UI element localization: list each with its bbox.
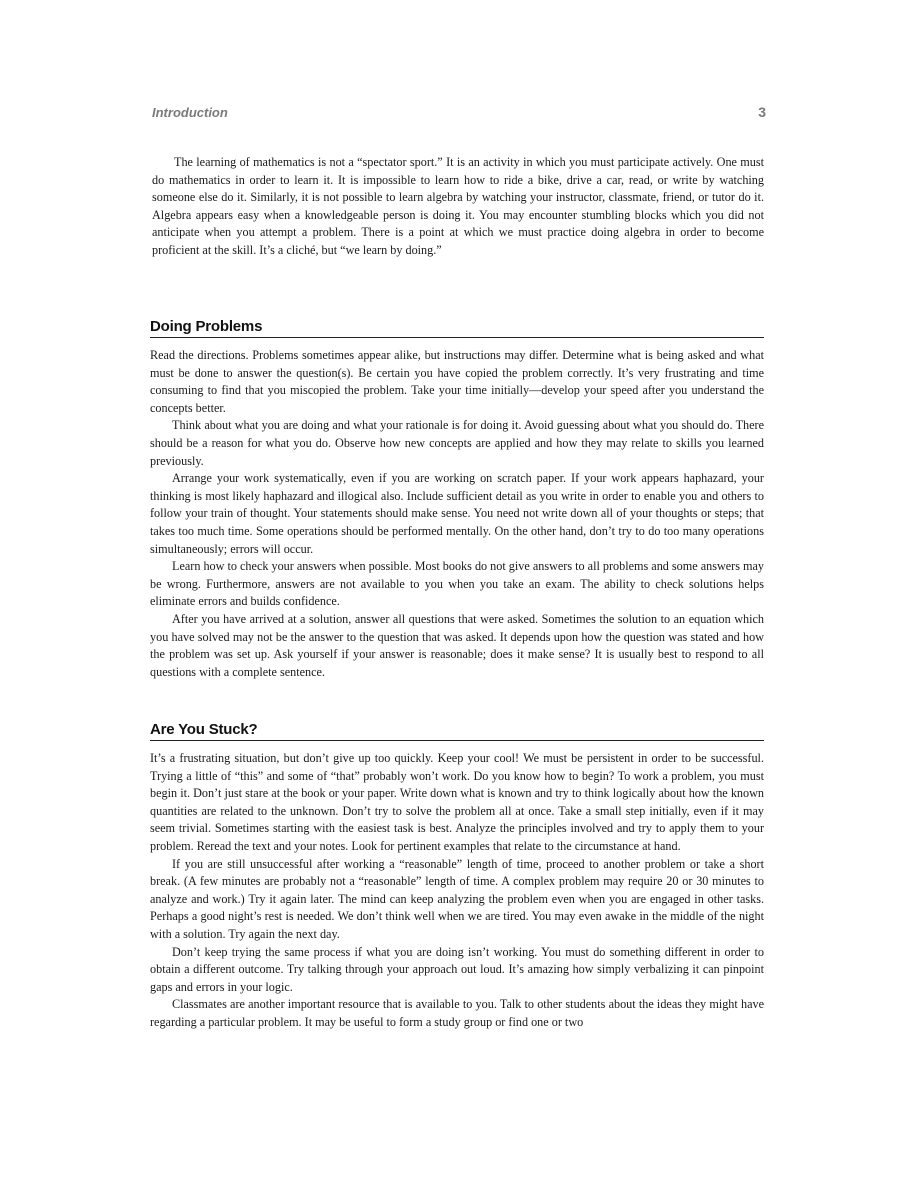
paragraph: Read the directions. Problems sometimes appear alike, but instructions may differ. Determine what is being asked and what must be done to answer the question(s). Be certain you have copied the problem correctly. It’s very frustrating and time consuming to find that you miscopied the problem. Take your time initially—develop your speed after you understand the concepts better. bbox=[150, 348, 764, 415]
are-you-stuck-section bbox=[150, 721, 764, 1032]
section-heading: Are You Stuck? bbox=[150, 721, 764, 741]
paragraph: Arrange your work systematically, even if you are working on scratch paper. If your work appears haphazard, your thinking is most likely haphazard and illogical also. Include sufficient detail as you write in order to enable you and others to follow your train of thought. Your statements should make sense. You need not write down all of your thoughts or steps; that takes too much time. Some operations should be performed mentally. On the other hand, don’t try to do too many operations simultaneously; errors will occur. bbox=[150, 471, 764, 556]
section-body bbox=[150, 750, 764, 1032]
paragraph: Classmates are another important resource that is available to you. Talk to other students about the ideas they might have regarding a particular problem. It may be useful to form a study group or find one or two bbox=[150, 997, 764, 1029]
doing-problems-section bbox=[150, 318, 764, 681]
intro-paragraph: The learning of mathematics is not a “spectator sport.” It is an activity in which you must participate actively. One must do mathematics in order to learn it. It is impossible to learn how to ride a bike, drive a car, read, or write by watching someone else do it. Similarly, it is not possible to learn algebra by watching your instructor, classmate, friend, or tutor do it. Algebra appears easy when a knowledgeable person is doing it. You may encounter stumbling blocks which you did not anticipate when you attempt a problem. There is a point at which we must practice doing algebra in order to become proficient at the skill. It’s a cliché, but “we learn by doing.” bbox=[152, 155, 764, 257]
paragraph: If you are still unsuccessful after working a “reasonable” length of time, proceed to another problem or take a short break. (A few minutes are probably not a “reasonable” length of time. A complex problem may require 20 or 30 minutes to analyze and work.) Try it again later. The mind can keep analyzing the problem even when you are engaged in other tasks. Perhaps a good night’s rest is needed. We don’t think well when we are tired. You may even awake in the middle of the night with a solution. Try again the next day. bbox=[150, 856, 764, 941]
section-heading: Doing Problems bbox=[150, 318, 764, 338]
paragraph: After you have arrived at a solution, answer all questions that were asked. Sometimes the solution to an equation which you have solved may not be the answer to the question that was asked. It depends upon how the question was stated and how the problem was set up. Ask yourself if your answer is reasonable; does it make sense? It is usually best to respond to all questions with a complete sentence. bbox=[150, 611, 764, 679]
running-head-title: Introduction bbox=[152, 105, 228, 120]
paragraph: Learn how to check your answers when possible. Most books do not give answers to all problems and some answers may be wrong. Furthermore, answers are not available to you when you take an exam. The ability to check solutions helps eliminate errors and builds confidence. bbox=[150, 559, 764, 609]
page-number: 3 bbox=[758, 104, 766, 120]
paragraph: Don’t keep trying the same process if what you are doing isn’t working. You must do something different in order to obtain a different outcome. Try talking through your approach out loud. It’s amazing how simply verbalizing it can pinpoint gaps and errors in your logic. bbox=[150, 944, 764, 994]
running-head bbox=[152, 104, 766, 120]
paragraph: Think about what you are doing and what your rationale is for doing it. Avoid guessing about what you should do. There should be a reason for what you do. Observe how new concepts are applied and how they may relate to skills you learned previously. bbox=[150, 418, 764, 468]
section-body bbox=[150, 347, 764, 681]
paragraph: It’s a frustrating situation, but don’t give up too quickly. Keep your cool! We must be persistent in order to be successful. Trying a little of “this” and some of “that” probably won’t work. Do you know how to begin? To work a problem, you must begin it. Don’t just stare at the book or your paper. Write down what is known and try to think logically about how the known quantities are related to the unknown. Don’t try to solve the problem all at once. Take a small step initially, even if it may seem trivial. Sometimes starting with the easiest task is best. Analyze the principles involved and try to apply them to your problem. Reread the text and your notes. Look for pertinent examples that relate to the circumstance at hand. bbox=[150, 751, 764, 853]
intro-section bbox=[152, 154, 764, 260]
